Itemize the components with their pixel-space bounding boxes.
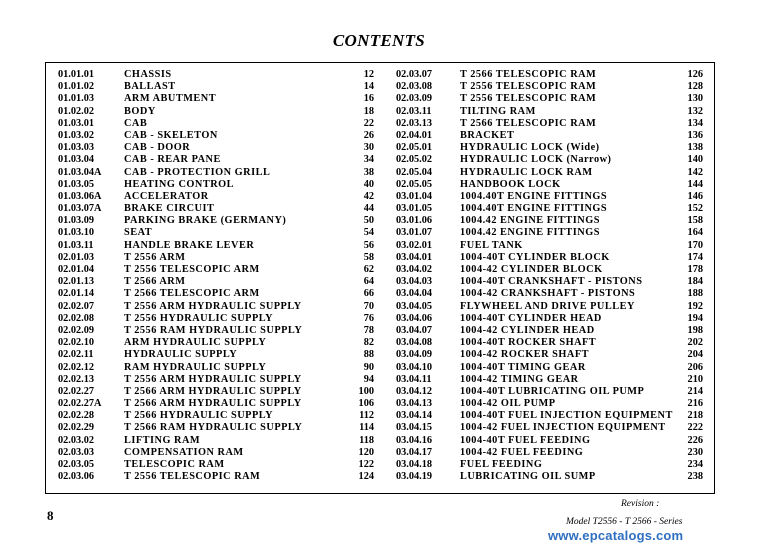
contents-table bbox=[45, 62, 715, 494]
entry-label: TILTING RAM bbox=[460, 105, 536, 117]
entry-code: 03.04.05 bbox=[396, 300, 433, 312]
entry-code: 02.03.05 bbox=[58, 459, 95, 470]
entry-code: 03.04.18 bbox=[396, 459, 433, 470]
entry-code: 02.02.09 bbox=[58, 324, 95, 336]
entry-label: T 2566 TELESCOPIC RAM bbox=[460, 117, 597, 129]
contents-entry[interactable] bbox=[58, 276, 388, 288]
entry-code: 01.03.04A bbox=[58, 166, 102, 178]
entry-page: 210 bbox=[687, 373, 703, 385]
contents-entry[interactable] bbox=[58, 69, 388, 81]
entry-page: 204 bbox=[687, 349, 703, 361]
page-title: CONTENTS bbox=[332, 31, 426, 50]
entry-label: T 2566 HYDRAULIC SUPPLY bbox=[124, 410, 274, 422]
entry-page: 124 bbox=[358, 471, 374, 483]
entry-page: 188 bbox=[687, 288, 703, 300]
contents-entry[interactable] bbox=[58, 398, 388, 410]
entry-code: 01.03.03 bbox=[58, 142, 95, 154]
entry-page: 50 bbox=[363, 215, 374, 227]
entry-label: CHASSIS bbox=[124, 69, 172, 80]
contents-entry[interactable] bbox=[396, 252, 708, 264]
entry-page: 44 bbox=[363, 203, 374, 215]
entry-page: 130 bbox=[687, 93, 703, 105]
entry-label: T 2566 ARM HYDRAULIC SUPPLY bbox=[124, 385, 302, 397]
contents-entry[interactable] bbox=[396, 471, 708, 483]
contents-entry[interactable] bbox=[58, 130, 388, 142]
entry-code: 03.01.04 bbox=[396, 190, 433, 202]
contents-entry[interactable] bbox=[58, 240, 388, 252]
entry-label: 1004.40T ENGINE FITTINGS bbox=[460, 190, 608, 202]
entry-label: 1004-42 CYLINDER HEAD bbox=[460, 324, 595, 336]
contents-entry[interactable] bbox=[58, 349, 388, 361]
entry-label: 1004.40T ENGINE FITTINGS bbox=[460, 203, 608, 215]
entry-label: T 2556 TELESCOPIC ARM bbox=[124, 264, 260, 275]
entry-label: T 2556 ARM HYDRAULIC SUPPLY bbox=[124, 373, 302, 385]
entry-page: 14 bbox=[363, 81, 374, 93]
entry-page: 30 bbox=[363, 142, 374, 154]
contents-entry[interactable] bbox=[396, 313, 708, 325]
entry-page: 76 bbox=[363, 312, 374, 324]
entry-code: 01.03.07A bbox=[58, 203, 102, 215]
entry-code: 03.04.07 bbox=[396, 324, 433, 336]
entry-code: 03.04.17 bbox=[396, 446, 433, 458]
entry-code: 01.01.03 bbox=[58, 93, 95, 105]
entry-code: 02.03.08 bbox=[396, 81, 433, 93]
entry-page: 222 bbox=[687, 422, 703, 434]
contents-entry[interactable] bbox=[58, 252, 388, 264]
model-series-label: Model T2556 - T 2566 - Series bbox=[566, 517, 683, 527]
entry-page: 136 bbox=[687, 129, 703, 141]
entry-label: LUBRICATING OIL SUMP bbox=[460, 471, 596, 483]
entry-page: 40 bbox=[363, 178, 374, 190]
entry-label: T 2566 TELESCOPIC RAM bbox=[460, 69, 597, 80]
entry-code: 01.01.01 bbox=[58, 69, 95, 80]
entry-page: 138 bbox=[687, 142, 703, 154]
contents-entry[interactable] bbox=[396, 337, 708, 349]
contents-entry[interactable] bbox=[396, 191, 708, 203]
entry-code: 02.03.03 bbox=[58, 446, 95, 458]
entry-code: 01.03.10 bbox=[58, 227, 95, 239]
entry-code: 02.03.07 bbox=[396, 69, 433, 80]
contents-entry[interactable] bbox=[58, 435, 388, 447]
contents-entry[interactable] bbox=[58, 227, 388, 239]
entry-label: 1004-42 FUEL INJECTION EQUIPMENT bbox=[460, 422, 666, 434]
entry-page: 54 bbox=[363, 227, 374, 239]
entry-code: 03.04.02 bbox=[396, 264, 433, 275]
entry-code: 02.05.04 bbox=[396, 166, 433, 178]
entry-code: 03.04.03 bbox=[396, 276, 433, 288]
contents-entry[interactable] bbox=[396, 154, 708, 166]
entry-page: 218 bbox=[687, 410, 703, 422]
entry-code: 01.03.06A bbox=[58, 190, 102, 202]
entry-code: 02.03.13 bbox=[396, 117, 433, 129]
entry-code: 03.04.04 bbox=[396, 288, 433, 300]
contents-entry[interactable] bbox=[396, 386, 708, 398]
entry-page: 134 bbox=[687, 117, 703, 129]
contents-entry[interactable] bbox=[396, 81, 708, 93]
entry-label: T 2566 ARM HYDRAULIC SUPPLY bbox=[124, 398, 302, 410]
contents-entry[interactable] bbox=[396, 118, 708, 130]
entry-page: 198 bbox=[687, 324, 703, 336]
entry-page: 42 bbox=[363, 190, 374, 202]
entry-label: CAB - REAR PANE bbox=[124, 154, 221, 166]
entry-page: 112 bbox=[359, 410, 374, 422]
contents-entry[interactable] bbox=[58, 191, 388, 203]
entry-code: 02.02.29 bbox=[58, 422, 95, 434]
entry-code: 02.05.05 bbox=[396, 178, 433, 190]
entry-code: 03.04.19 bbox=[396, 471, 433, 483]
entry-label: BRAKE CIRCUIT bbox=[124, 203, 215, 215]
entry-code: 02.03.06 bbox=[58, 471, 95, 483]
entry-code: 03.04.14 bbox=[396, 410, 433, 422]
entry-code: 02.02.10 bbox=[58, 337, 95, 349]
contents-entry[interactable] bbox=[58, 374, 388, 386]
contents-entry[interactable] bbox=[58, 410, 388, 422]
contents-entry[interactable] bbox=[396, 410, 708, 422]
entry-label: COMPENSATION RAM bbox=[124, 446, 244, 458]
watermark-link[interactable]: www.epcatalogs.com bbox=[548, 528, 684, 543]
contents-entry[interactable] bbox=[58, 386, 388, 398]
entry-page: 122 bbox=[358, 459, 374, 470]
entry-code: 03.04.10 bbox=[396, 361, 433, 373]
entry-code: 03.04.12 bbox=[396, 385, 433, 397]
entry-page: 146 bbox=[687, 190, 703, 202]
entry-label: CAB - SKELETON bbox=[124, 129, 218, 141]
entry-code: 02.02.11 bbox=[58, 349, 94, 361]
entry-code: 01.03.01 bbox=[58, 117, 95, 129]
entry-page: 126 bbox=[687, 69, 703, 80]
entry-label: FUEL FEEDING bbox=[460, 459, 543, 470]
contents-entry[interactable] bbox=[58, 301, 388, 313]
contents-entry[interactable] bbox=[396, 69, 708, 81]
entry-label: 1004.42 ENGINE FITTINGS bbox=[460, 215, 600, 227]
contents-entry[interactable] bbox=[396, 422, 708, 434]
contents-entry[interactable] bbox=[58, 81, 388, 93]
entry-page: 140 bbox=[687, 154, 703, 166]
entry-code: 02.02.27 bbox=[58, 385, 95, 397]
entry-code: 03.04.08 bbox=[396, 337, 433, 349]
contents-entry[interactable] bbox=[396, 447, 708, 459]
entry-label: 1004-42 ROCKER SHAFT bbox=[460, 349, 589, 361]
entry-page: 62 bbox=[363, 264, 374, 275]
contents-entry[interactable] bbox=[396, 215, 708, 227]
entry-code: 01.03.09 bbox=[58, 215, 95, 227]
entry-code: 02.02.28 bbox=[58, 410, 95, 422]
entry-page: 66 bbox=[363, 288, 374, 300]
entry-label: ARM ABUTMENT bbox=[124, 93, 217, 105]
entry-label: ACCELERATOR bbox=[124, 190, 209, 202]
entry-label: T 2556 ARM bbox=[124, 251, 186, 263]
contents-entry[interactable] bbox=[58, 362, 388, 374]
entry-page: 144 bbox=[687, 178, 703, 190]
entry-label: T 2556 HYDRAULIC SUPPLY bbox=[124, 312, 274, 324]
contents-entry[interactable] bbox=[396, 435, 708, 447]
entry-label: T 2556 ARM HYDRAULIC SUPPLY bbox=[124, 300, 302, 312]
entry-label: T 2556 TELESCOPIC RAM bbox=[460, 81, 597, 93]
contents-entry[interactable] bbox=[396, 374, 708, 386]
contents-column-right bbox=[396, 69, 708, 483]
contents-entry[interactable] bbox=[396, 276, 708, 288]
contents-entry[interactable] bbox=[58, 106, 388, 118]
entry-code: 02.03.11 bbox=[396, 105, 432, 117]
page-number: 8 bbox=[47, 508, 54, 523]
entry-label: 1004-40T ROCKER SHAFT bbox=[460, 337, 597, 349]
entry-label: LIFTING RAM bbox=[124, 434, 201, 446]
entry-code: 02.04.01 bbox=[396, 129, 433, 141]
contents-entry[interactable] bbox=[396, 459, 708, 471]
entry-page: 128 bbox=[687, 81, 703, 93]
entry-label: 1004-40T CYLINDER BLOCK bbox=[460, 251, 610, 263]
entry-label: 1004-42 TIMING GEAR bbox=[460, 373, 579, 385]
entry-page: 22 bbox=[363, 117, 374, 129]
entry-code: 03.01.07 bbox=[396, 227, 433, 239]
entry-page: 12 bbox=[363, 69, 374, 80]
entry-code: 02.05.01 bbox=[396, 142, 433, 154]
contents-entry[interactable] bbox=[58, 179, 388, 191]
entry-page: 170 bbox=[687, 239, 703, 251]
entry-label: RAM HYDRAULIC SUPPLY bbox=[124, 361, 267, 373]
entry-page: 90 bbox=[363, 361, 374, 373]
entry-page: 34 bbox=[363, 154, 374, 166]
entry-label: T 2566 ARM bbox=[124, 276, 186, 288]
entry-label: 1004-40T CRANKSHAFT - PISTONS bbox=[460, 276, 643, 288]
entry-code: 03.04.13 bbox=[396, 398, 433, 410]
contents-entry[interactable] bbox=[58, 203, 388, 215]
contents-entry[interactable] bbox=[58, 288, 388, 300]
entry-code: 01.03.11 bbox=[58, 239, 94, 251]
entry-code: 03.04.01 bbox=[396, 251, 433, 263]
entry-label: T 2556 TELESCOPIC RAM bbox=[460, 93, 597, 105]
entry-label: 1004-42 FUEL FEEDING bbox=[460, 446, 584, 458]
contents-entry[interactable] bbox=[396, 179, 708, 191]
entry-label: 1004.42 ENGINE FITTINGS bbox=[460, 227, 600, 239]
contents-entry[interactable] bbox=[58, 215, 388, 227]
entry-page: 132 bbox=[687, 105, 703, 117]
contents-entry[interactable] bbox=[58, 167, 388, 179]
contents-entry[interactable] bbox=[58, 154, 388, 166]
entry-code: 03.01.05 bbox=[396, 203, 433, 215]
revision-label: Revision : bbox=[621, 499, 660, 509]
contents-entry[interactable] bbox=[396, 301, 708, 313]
entry-code: 01.03.04 bbox=[58, 154, 95, 166]
entry-page: 70 bbox=[363, 300, 374, 312]
contents-entry[interactable] bbox=[396, 203, 708, 215]
entry-label: T 2566 TELESCOPIC ARM bbox=[124, 288, 260, 300]
entry-page: 18 bbox=[363, 105, 374, 117]
entry-code: 03.01.06 bbox=[396, 215, 433, 227]
entry-code: 02.02.13 bbox=[58, 373, 95, 385]
entry-page: 216 bbox=[687, 398, 703, 410]
entry-page: 114 bbox=[359, 422, 374, 434]
entry-page: 118 bbox=[359, 434, 374, 446]
entry-code: 03.04.09 bbox=[396, 349, 433, 361]
contents-entry[interactable] bbox=[58, 325, 388, 337]
entry-page: 38 bbox=[363, 166, 374, 178]
contents-entry[interactable] bbox=[396, 325, 708, 337]
entry-code: 03.04.15 bbox=[396, 422, 433, 434]
entry-code: 02.03.09 bbox=[396, 93, 433, 105]
entry-page: 164 bbox=[687, 227, 703, 239]
contents-entry[interactable] bbox=[396, 264, 708, 276]
entry-label: FUEL TANK bbox=[460, 239, 523, 251]
entry-label: 1004-40T CYLINDER HEAD bbox=[460, 312, 602, 324]
entry-code: 02.05.02 bbox=[396, 154, 433, 166]
entry-label: FLYWHEEL AND DRIVE PULLEY bbox=[460, 300, 635, 312]
entry-label: 1004-42 OIL PUMP bbox=[460, 398, 556, 410]
entry-label: T 2566 RAM HYDRAULIC SUPPLY bbox=[124, 422, 303, 434]
entry-code: 02.01.04 bbox=[58, 264, 95, 275]
contents-entry[interactable] bbox=[396, 349, 708, 361]
entry-label: HYDRAULIC LOCK RAM bbox=[460, 166, 593, 178]
entry-label: 1004-40T FUEL INJECTION EQUIPMENT bbox=[460, 410, 673, 422]
entry-page: 158 bbox=[687, 215, 703, 227]
entry-code: 02.02.08 bbox=[58, 312, 95, 324]
entry-label: HEATING CONTROL bbox=[124, 178, 235, 190]
entry-page: 152 bbox=[687, 203, 703, 215]
entry-code: 03.04.16 bbox=[396, 434, 433, 446]
entry-label: BODY bbox=[124, 105, 156, 117]
contents-entry[interactable] bbox=[58, 337, 388, 349]
entry-label: 1004-42 CRANKSHAFT - PISTONS bbox=[460, 288, 636, 300]
entry-page: 100 bbox=[358, 385, 374, 397]
contents-entry[interactable] bbox=[58, 459, 388, 471]
entry-code: 01.01.02 bbox=[58, 81, 95, 93]
entry-label: HYDRAULIC LOCK (Narrow) bbox=[460, 154, 612, 166]
contents-entry[interactable] bbox=[396, 93, 708, 105]
entry-page: 234 bbox=[687, 459, 703, 470]
entry-page: 94 bbox=[363, 373, 374, 385]
entry-page: 82 bbox=[363, 337, 374, 349]
contents-entry[interactable] bbox=[58, 93, 388, 105]
entry-label: CAB - PROTECTION GRILL bbox=[124, 166, 271, 178]
entry-code: 02.01.14 bbox=[58, 288, 95, 300]
entry-label: TELESCOPIC RAM bbox=[124, 459, 225, 470]
entry-label: 1004-40T LUBRICATING OIL PUMP bbox=[460, 385, 645, 397]
contents-entry[interactable] bbox=[396, 288, 708, 300]
entry-page: 194 bbox=[687, 312, 703, 324]
entry-code: 02.02.27A bbox=[58, 398, 102, 410]
entry-page: 106 bbox=[358, 398, 374, 410]
entry-code: 02.02.07 bbox=[58, 300, 95, 312]
entry-page: 184 bbox=[687, 276, 703, 288]
entry-label: HANDLE BRAKE LEVER bbox=[124, 239, 255, 251]
contents-entry[interactable] bbox=[58, 118, 388, 130]
entry-page: 174 bbox=[687, 251, 703, 263]
entry-code: 02.01.03 bbox=[58, 251, 95, 263]
entry-code: 03.02.01 bbox=[396, 239, 433, 251]
entry-label: HYDRAULIC LOCK (Wide) bbox=[460, 142, 600, 154]
entry-page: 26 bbox=[363, 129, 374, 141]
entry-label: HYDRAULIC SUPPLY bbox=[124, 349, 238, 361]
contents-entry[interactable] bbox=[396, 130, 708, 142]
entry-label: CAB bbox=[124, 117, 148, 129]
entry-page: 64 bbox=[363, 276, 374, 288]
contents-entry[interactable] bbox=[396, 106, 708, 118]
contents-entry[interactable] bbox=[396, 240, 708, 252]
entry-label: 1004-40T TIMING GEAR bbox=[460, 361, 586, 373]
entry-page: 56 bbox=[363, 239, 374, 251]
entry-code: 01.03.02 bbox=[58, 129, 95, 141]
entry-code: 01.02.02 bbox=[58, 105, 95, 117]
contents-entry[interactable] bbox=[58, 264, 388, 276]
entry-code: 02.03.02 bbox=[58, 434, 95, 446]
entry-page: 206 bbox=[687, 361, 703, 373]
entry-page: 142 bbox=[687, 166, 703, 178]
entry-code: 01.03.05 bbox=[58, 178, 95, 190]
entry-label: 1004-42 CYLINDER BLOCK bbox=[460, 264, 603, 275]
contents-entry[interactable] bbox=[58, 471, 388, 483]
entry-page: 120 bbox=[358, 446, 374, 458]
contents-entry[interactable] bbox=[58, 142, 388, 154]
entry-page: 88 bbox=[363, 349, 374, 361]
contents-entry[interactable] bbox=[396, 362, 708, 374]
entry-page: 58 bbox=[363, 251, 374, 263]
contents-entry[interactable] bbox=[396, 167, 708, 179]
entry-page: 202 bbox=[687, 337, 703, 349]
entry-label: SEAT bbox=[124, 227, 153, 239]
entry-code: 03.04.11 bbox=[396, 373, 432, 385]
entry-label: BALLAST bbox=[124, 81, 176, 93]
entry-label: HANDBOOK LOCK bbox=[460, 178, 561, 190]
entry-label: 1004-40T FUEL FEEDING bbox=[460, 434, 591, 446]
entry-page: 230 bbox=[687, 446, 703, 458]
contents-entry[interactable] bbox=[396, 142, 708, 154]
entry-page: 238 bbox=[687, 471, 703, 483]
entry-label: CAB - DOOR bbox=[124, 142, 191, 154]
entry-code: 02.02.12 bbox=[58, 361, 95, 373]
entry-code: 03.04.06 bbox=[396, 312, 433, 324]
contents-entry[interactable] bbox=[58, 313, 388, 325]
entry-code: 02.01.13 bbox=[58, 276, 95, 288]
entry-page: 178 bbox=[687, 264, 703, 275]
contents-entry[interactable] bbox=[396, 398, 708, 410]
entry-page: 16 bbox=[363, 93, 374, 105]
entry-page: 226 bbox=[687, 434, 703, 446]
entry-label: T 2556 RAM HYDRAULIC SUPPLY bbox=[124, 324, 303, 336]
entry-label: PARKING BRAKE (GERMANY) bbox=[124, 215, 287, 227]
entry-label: BRACKET bbox=[460, 129, 515, 141]
contents-column-left bbox=[58, 69, 388, 483]
entry-label: ARM HYDRAULIC SUPPLY bbox=[124, 337, 267, 349]
entry-page: 214 bbox=[687, 385, 703, 397]
contents-entry[interactable] bbox=[396, 227, 708, 239]
entry-page: 192 bbox=[687, 300, 703, 312]
contents-entry[interactable] bbox=[58, 447, 388, 459]
contents-entry[interactable] bbox=[58, 422, 388, 434]
entry-page: 78 bbox=[363, 324, 374, 336]
entry-label: T 2556 TELESCOPIC RAM bbox=[124, 471, 261, 483]
